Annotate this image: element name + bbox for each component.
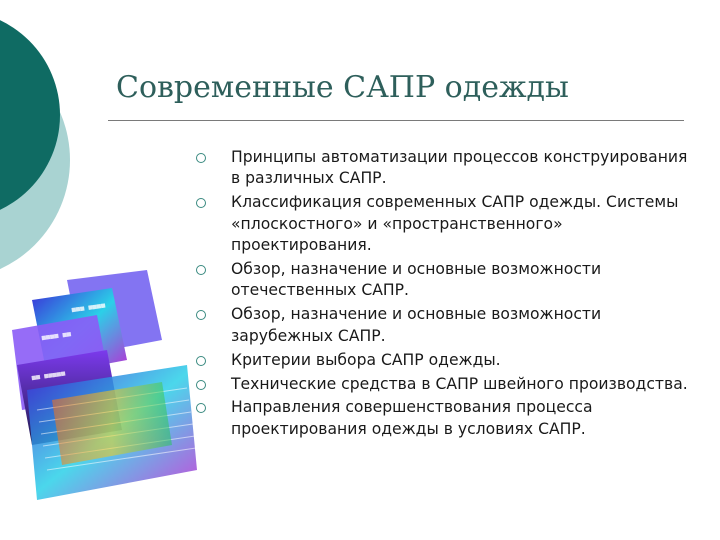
svg-text:■■■ ■■■■: ■■■ ■■■■ bbox=[71, 301, 106, 314]
svg-text:■■ ■■■■■: ■■ ■■■■■ bbox=[31, 369, 66, 382]
bullet-list bbox=[196, 147, 696, 443]
list-item bbox=[196, 350, 696, 371]
bullet-circle-icon bbox=[196, 356, 206, 366]
bullet-text: Принципы автоматизации процессов конструирования в различных САПР. bbox=[231, 148, 688, 188]
bullet-circle-icon bbox=[196, 403, 206, 413]
list-item bbox=[196, 259, 696, 302]
svg-text:■■■■ ■■: ■■■■ ■■ bbox=[41, 329, 72, 342]
list-item bbox=[196, 304, 696, 347]
list-item bbox=[196, 397, 696, 440]
bullet-text: Обзор, назначение и основные возможности отечественных САПР. bbox=[231, 260, 602, 300]
list-item bbox=[196, 147, 696, 190]
slide-title: Современные САПР одежды bbox=[116, 70, 569, 105]
bullet-circle-icon bbox=[196, 380, 206, 390]
list-item bbox=[196, 192, 696, 256]
bullet-circle-icon bbox=[196, 153, 206, 163]
title-divider bbox=[108, 120, 684, 121]
bullet-circle-icon bbox=[196, 265, 206, 275]
bullet-text: Направления совершенствования процесса проектирования одежды в условиях САПР. bbox=[231, 398, 593, 438]
computer-collage-illustration bbox=[12, 270, 197, 500]
list-item bbox=[196, 374, 696, 395]
bullet-text: Обзор, назначение и основные возможности зарубежных САПР. bbox=[231, 305, 602, 345]
bullet-text: Классификация современных САПР одежды. Системы «плоскостного» и «пространственного» проектирования. bbox=[231, 193, 679, 255]
bullet-circle-icon bbox=[196, 198, 206, 208]
bullet-text: Критерии выбора САПР одежды. bbox=[231, 350, 501, 369]
bullet-circle-icon bbox=[196, 310, 206, 320]
bullet-text: Технические средства в САПР швейного производства. bbox=[231, 374, 688, 393]
